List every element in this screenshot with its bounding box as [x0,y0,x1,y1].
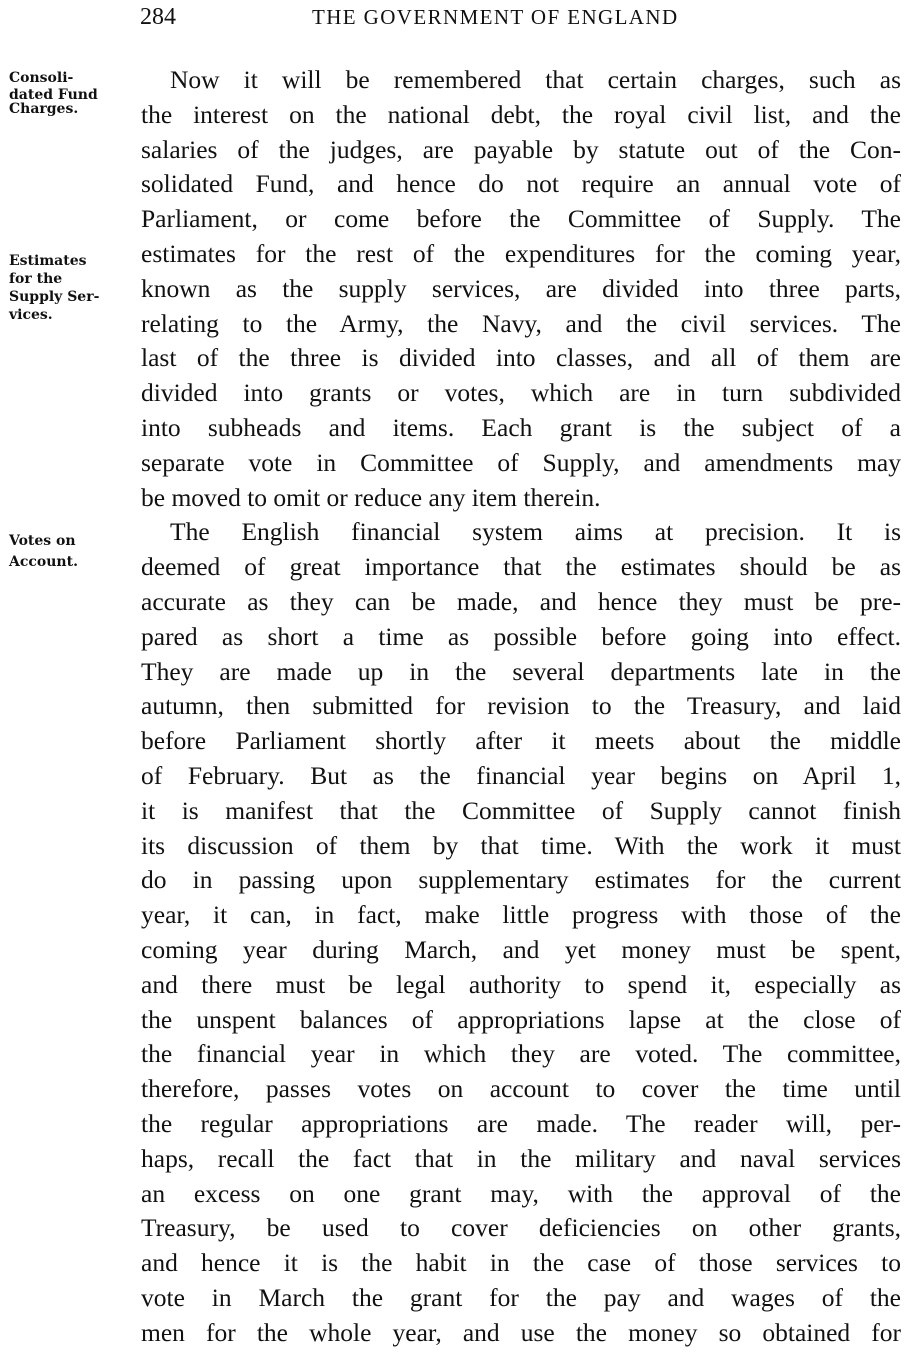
margin-note-line: for the [9,271,63,287]
body-line: therefore, passes votes on account to cover the time until [141,1074,901,1104]
body-line: The English financial system aims at precision. It is [170,517,901,547]
body-line: known as the supply services, are divided into three parts, [141,273,901,303]
margin-note-line: Consoli- [9,70,74,86]
body-line: deemed of great importance that the estimates should be as [141,552,901,582]
body-line: estimates for the rest of the expenditures for the coming year, [141,238,901,268]
body-line: autumn, then submitted for revision to the Treasury, and laid [141,691,901,721]
body-line: of February. But as the financial year begins on April 1, [141,760,901,790]
margin-note-line: Votes on [9,533,76,549]
running-title: THE GOVERNMENT OF ENGLAND [312,5,679,29]
margin-note-line: Supply Ser- [9,289,100,305]
body-line: solidated Fund, and hence do not require an annual vote of [141,169,901,199]
body-line: it is manifest that the Committee of Supply cannot finish [141,795,901,825]
margin-note-consolidated-fund-charges [9,68,134,119]
body-line: coming year during March, and yet money must be spent, [141,934,901,964]
body-line: They are made up in the several departments late in the [141,656,901,686]
running-head [0,2,921,32]
margin-note-line: vices. [9,307,53,323]
body-line: salaries of the judges, are payable by statute out of the Con- [141,134,901,164]
body-line: be moved to omit or reduce any item therein. [141,482,601,512]
body-line: pared as short a time as possible before going into effect. [141,621,901,651]
body-line: men for the whole year, and use the money so obtained for [141,1317,901,1347]
page-number: 284 [140,4,176,30]
body-line: relating to the Army, the Navy, and the civil services. The [141,308,901,338]
body-line: the interest on the national debt, the royal civil list, and the [141,99,901,129]
body-text [141,63,901,1350]
body-line: and hence it is the habit in the case of those services to [141,1248,901,1278]
body-line: year, it can, in fact, make little progress with those of the [141,900,901,930]
body-line: its discussion of them by that time. With the work it must [141,830,901,860]
body-line: into subheads and items. Each grant is the subject of a [141,412,901,442]
body-line: and there must be legal authority to spend it, especially as [141,969,901,999]
body-line: an excess on one grant may, with the approval of the [141,1178,901,1208]
body-line: haps, recall the fact that in the military and naval services [141,1143,901,1173]
body-line: Treasury, be used to cover deficiencies on other grants, [141,1213,901,1243]
margin-note-line: Estimates [9,253,87,269]
body-line: the regular appropriations are made. The reader will, per- [141,1108,901,1138]
body-line: vote in March the grant for the pay and wages of the [141,1282,901,1312]
body-line: last of the three is divided into classes, and all of them are [141,343,901,373]
body-line: do in passing upon supplementary estimates for the current [141,865,901,895]
body-line: before Parliament shortly after it meets about the middle [141,726,901,756]
body-line: accurate as they can be made, and hence they must be pre- [141,586,901,616]
margin-note-line: Charges. [9,101,79,117]
body-line: Now it will be remembered that certain charges, such as [170,65,901,94]
margin-note-line: dated Fund [9,87,98,103]
body-line: divided into grants or votes, which are in turn subdivided [141,378,901,408]
body-line: Parliament, or come before the Committee of Supply. The [141,204,901,234]
margin-note-line: Account. [9,554,78,570]
body-line: separate vote in Committee of Supply, and amendments may [141,447,901,477]
body-line: the financial year in which they are voted. The committee, [141,1039,901,1069]
margin-note-votes-on-account [9,531,134,572]
body-line: the unspent balances of appropriations lapse at the close of [141,1004,901,1034]
margin-note-estimates-supply-services [9,251,134,325]
